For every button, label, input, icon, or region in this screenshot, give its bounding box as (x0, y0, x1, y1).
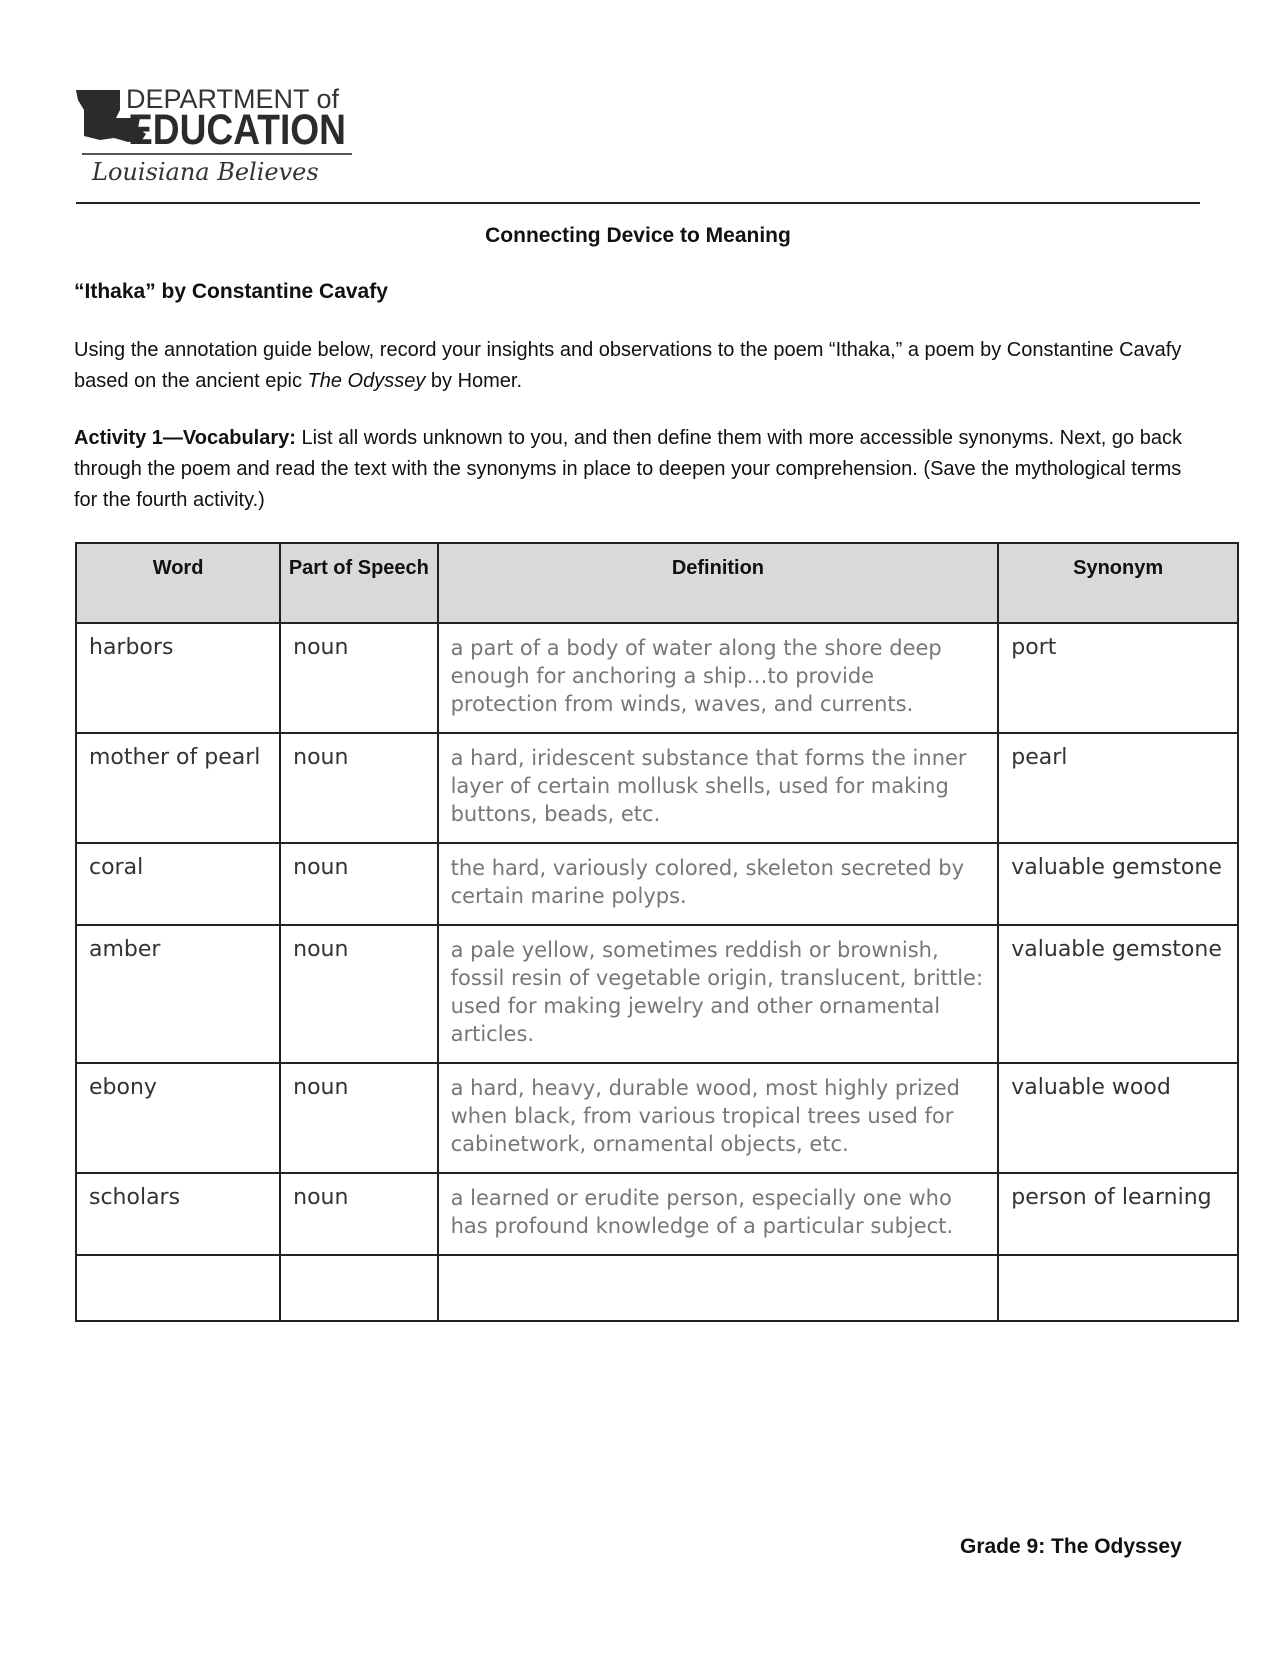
intro-text-before: Using the annotation guide below, record your insights and observations to the poem “Ithaka,” a poem by Constantine Cavafy based on the ancient epic (74, 339, 1182, 392)
poem-reference: “Ithaka” by Constantine Cavafy (74, 280, 388, 303)
cell-synonym: valuable gemstone (998, 843, 1238, 925)
activity-label: Activity 1—Vocabulary: (74, 427, 296, 449)
cell-part-of-speech: noun (280, 1173, 437, 1255)
cell-word: coral (76, 843, 280, 925)
vocabulary-table (75, 542, 1239, 1322)
cell-part-of-speech (280, 1255, 437, 1321)
table-row (76, 1173, 1238, 1255)
cell-word: scholars (76, 1173, 280, 1255)
logo-line3: Louisiana Believes (92, 158, 319, 186)
table-row (76, 733, 1238, 843)
cell-definition: a learned or erudite person, especially one who has profound knowledge of a particular subject. (438, 1173, 999, 1255)
header-synonym: Synonym (998, 543, 1238, 623)
cell-part-of-speech: noun (280, 623, 437, 733)
cell-synonym (998, 1255, 1238, 1321)
cell-word: ebony (76, 1063, 280, 1173)
cell-definition (438, 1255, 999, 1321)
activity-text: List all words unknown to you, and then define them with more accessible synonyms. Next, go back through the poem and read the text with the synonyms in place to deepen your comprehension. (Save the mythological terms for the fourth activity.) (74, 427, 1182, 511)
intro-text-after: by Homer. (425, 370, 523, 392)
department-of-education-logo (76, 86, 376, 196)
cell-definition: a hard, iridescent substance that forms the inner layer of certain mollusk shells, used for making buttons, beads, etc. (438, 733, 999, 843)
table-row (76, 843, 1238, 925)
page-title: Connecting Device to Meaning (485, 224, 791, 247)
cell-word (76, 1255, 280, 1321)
cell-synonym: pearl (998, 733, 1238, 843)
logo-line2: EDUCATION (128, 106, 346, 154)
cell-synonym: valuable wood (998, 1063, 1238, 1173)
table-row (76, 623, 1238, 733)
cell-synonym: port (998, 623, 1238, 733)
header-word: Word (76, 543, 280, 623)
intro-italic-title: The Odyssey (307, 370, 426, 392)
header-part-of-speech: Part of Speech (280, 543, 437, 623)
header-divider (76, 202, 1200, 204)
cell-word: mother of pearl (76, 733, 280, 843)
cell-definition: a part of a body of water along the shore deep enough for anchoring a ship…to provide protection from winds, waves, and currents. (438, 623, 999, 733)
table-header-row (76, 543, 1238, 623)
cell-definition: a hard, heavy, durable wood, most highly prized when black, from various tropical trees used for cabinetwork, ornamental objects, etc. (438, 1063, 999, 1173)
logo-line1: DEPARTMENT of (126, 86, 340, 114)
cell-word: harbors (76, 623, 280, 733)
header-definition: Definition (438, 543, 999, 623)
intro-paragraph (74, 335, 1194, 397)
cell-definition: a pale yellow, sometimes reddish or brownish, fossil resin of vegetable origin, translucent, brittle: used for making jewelry and other ornamental articles. (438, 925, 999, 1063)
table-row (76, 1063, 1238, 1173)
page-footer: Grade 9: The Odyssey (960, 1535, 1182, 1558)
cell-synonym: valuable gemstone (998, 925, 1238, 1063)
cell-definition: the hard, variously colored, skeleton secreted by certain marine polyps. (438, 843, 999, 925)
cell-part-of-speech: noun (280, 843, 437, 925)
activity-instructions (74, 423, 1194, 516)
table-row-empty (76, 1255, 1238, 1321)
cell-word: amber (76, 925, 280, 1063)
table-row (76, 925, 1238, 1063)
cell-part-of-speech: noun (280, 1063, 437, 1173)
cell-part-of-speech: noun (280, 925, 437, 1063)
cell-synonym: person of learning (998, 1173, 1238, 1255)
cell-part-of-speech: noun (280, 733, 437, 843)
louisiana-state-shape-icon (76, 86, 376, 196)
